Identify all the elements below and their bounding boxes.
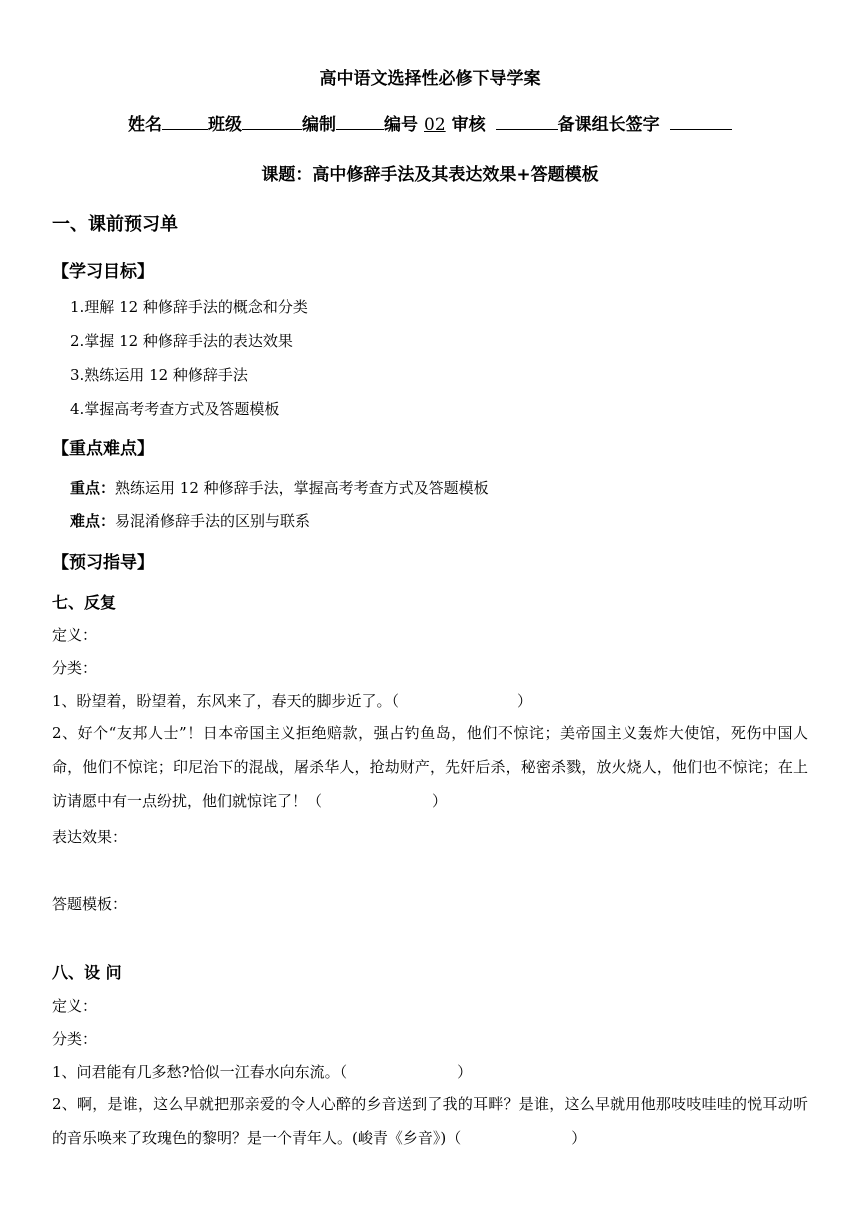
review-blank[interactable] [496,113,558,130]
difficulty-label: 难点： [70,512,116,530]
name-label: 姓名 [128,115,162,135]
review-label: 审核 [451,115,486,135]
lesson-title: 课题：高中修辞手法及其表达效果+答题模板 [261,165,599,185]
class-blank[interactable] [242,113,302,130]
rhetorical-question-heading: 八、设 问 [52,963,122,982]
sign-blank[interactable] [670,113,732,130]
document-title: 高中语文选择性必修下导学案 [319,69,541,89]
goal-item-1: 1.理解 12 种修辞手法的概念和分类 [70,298,308,316]
student-info-line [128,110,732,135]
goals-heading: 【学习目标】 [52,262,154,282]
key-point-label: 重点： [70,479,116,497]
guide-heading: 【预习指导】 [52,553,154,573]
name-blank[interactable] [162,113,208,130]
repetition-example-1-close: ） [517,692,533,710]
rhetorical-example-2-close: ） [571,1129,587,1147]
repetition-example-1 [52,690,532,711]
rhetorical-example-2-text: 2、啊，是谁，这么早就把那亲爱的令人心醉的乡音送到了我的耳畔？是谁，这么早就用他那吱吱哇哇的悦耳动听的音乐唤来了玫瑰色的黎明？是一个青年人。(峻青《乡音》)（ [52,1095,808,1147]
key-points-heading: 【重点难点】 [52,439,154,459]
editor-blank[interactable] [336,113,384,130]
repetition-example-2-text: 2、好个“友邦人士”！日本帝国主义拒绝赔款，强占钓鱼岛，他们不惊诧；美帝国主义轰炸大使馆，死伤中国人命，他们不惊诧；印尼治下的混战，屠杀华人，抢劫财产，先奸后杀，秘密杀戮，放火烧人，他们也不惊诧；在上访请愿中有一点纷扰，他们就惊诧了！（ [52,724,808,810]
difficulty-line [70,510,310,531]
goal-item-3: 3.熟练运用 12 种修辞手法 [70,366,248,384]
repetition-example-2-close: ） [432,792,448,810]
rhetorical-example-1-close: ） [457,1063,473,1081]
rhetorical-example-1-text: 1、问君能有几多愁?恰似一江春水向东流。（ [52,1063,348,1081]
number-value: 02 [424,115,446,135]
repetition-effect-label: 表达效果： [52,828,128,846]
rhetorical-category-label: 分类： [52,1030,98,1048]
class-label: 班级 [208,115,242,135]
repetition-category-label: 分类： [52,659,98,677]
goal-item-4: 4.掌握高考考查方式及答题模板 [70,400,280,418]
goal-item-2: 2.掌握 12 种修辞手法的表达效果 [70,332,293,350]
editor-label: 编制 [302,115,336,135]
repetition-heading: 七、反复 [52,593,117,612]
key-point-line [70,477,489,498]
rhetorical-definition-label: 定义： [52,997,98,1015]
key-point-text: 熟练运用 12 种修辞手法，掌握高考考查方式及答题模板 [115,479,489,497]
number-label: 编号 [384,115,418,135]
section-heading: 一、课前预习单 [52,214,178,235]
rhetorical-example-2 [52,1087,808,1155]
repetition-definition-label: 定义： [52,626,98,644]
repetition-example-1-text: 1、盼望着，盼望着，东风来了，春天的脚步近了。（ [52,692,400,710]
sign-label: 备课组长签字 [557,115,660,135]
difficulty-text: 易混淆修辞手法的区别与联系 [115,512,311,530]
rhetorical-example-1 [52,1061,472,1082]
repetition-template-label: 答题模板： [52,895,128,913]
repetition-example-2 [52,716,808,818]
